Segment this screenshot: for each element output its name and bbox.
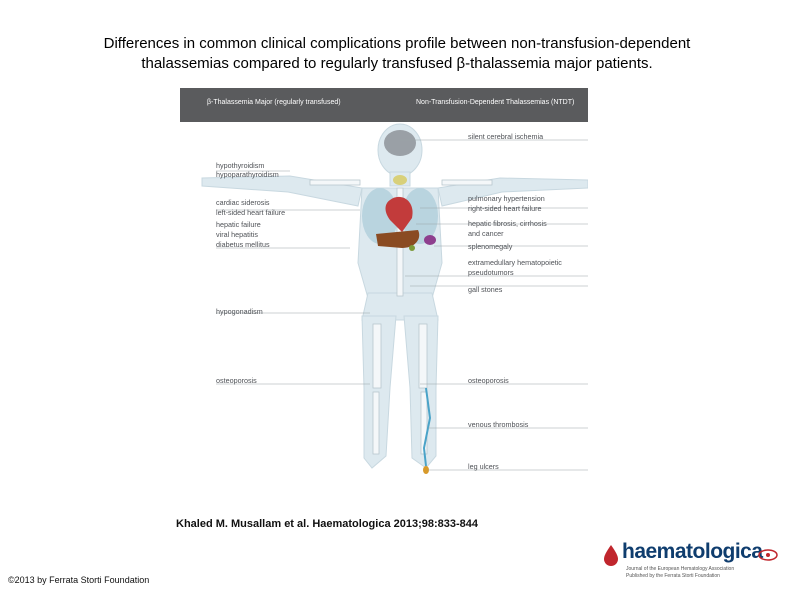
header-ntdt: Non-Transfusion-Dependent Thalassemias (NTDT) [416,99,575,106]
logo-seal-icon [758,548,778,562]
left-humerus [310,180,360,185]
label-gall-stones: gall stones [468,285,503,294]
left-tibia [373,392,379,454]
logo-mark-icon [602,544,620,566]
title-line-2: thalassemias compared to regularly transfused β-thalassemia major patients. [141,55,653,72]
header-thalassemia-major: β-Thalassemia Major (regularly transfused) [207,99,341,106]
label-and-cancer: and cancer [468,229,504,238]
label-leg-ulcers: leg ulcers [468,462,499,471]
brain [384,130,416,156]
label-pseudotumors: pseudotumors [468,268,514,277]
label-venous-thrombosis: venous thrombosis [468,420,529,429]
label-hepatic-failure: hepatic failure [216,220,261,229]
label-diabetus-mellitus: diabetus mellitus [216,240,270,249]
label-cardiac-siderosis: cardiac siderosis [216,198,270,207]
logo-subtitle-2: Published by the Ferrata Storti Foundation [626,573,720,579]
label-silent-cerebral-ischemia: silent cerebral ischemia [468,132,544,141]
haematologica-logo [602,540,782,580]
logo-subtitle-1: Journal of the European Hematology Association [626,566,735,572]
label-pulmonary-hypertension: pulmonary hypertension [468,194,545,203]
left-femur [373,324,381,388]
spleen [424,235,436,245]
slide-title [30,34,764,74]
clinical-complications-figure [180,88,588,496]
copyright: ©2013 by Ferrata Storti Foundation [8,575,150,585]
label-osteoporosis-left: osteoporosis [216,376,257,385]
label-hypothyroidism: hypothyroidism [216,161,265,170]
label-osteoporosis-right: osteoporosis [468,376,509,385]
right-femur [419,324,427,388]
gallbladder [409,245,415,251]
label-extramedullary-hematopoietic: extramedullary hematopoietic [468,258,562,267]
citation: Khaled M. Musallam et al. Haematologica 2013;98:833-844 [176,518,479,530]
label-hypoparathyroidism: hypoparathyroidism [216,170,279,179]
right-humerus [442,180,492,185]
title-line-1: Differences in common clinical complications profile between non-transfusion-dependent [103,35,691,52]
label-right-sided-heart-failure: right-sided heart failure [468,204,542,213]
label-hepatic-fibrosis: hepatic fibrosis, cirrhosis [468,219,547,228]
label-hypogonadism: hypogonadism [216,307,263,316]
label-viral-hepatitis: viral hepatitis [216,230,258,239]
label-splenomegaly: splenomegaly [468,242,513,251]
label-left-sided-heart-failure: left-sided heart failure [216,208,286,217]
body-illustration [180,88,588,496]
logo-wordmark: haematologica [622,540,763,563]
thyroid [393,175,407,185]
